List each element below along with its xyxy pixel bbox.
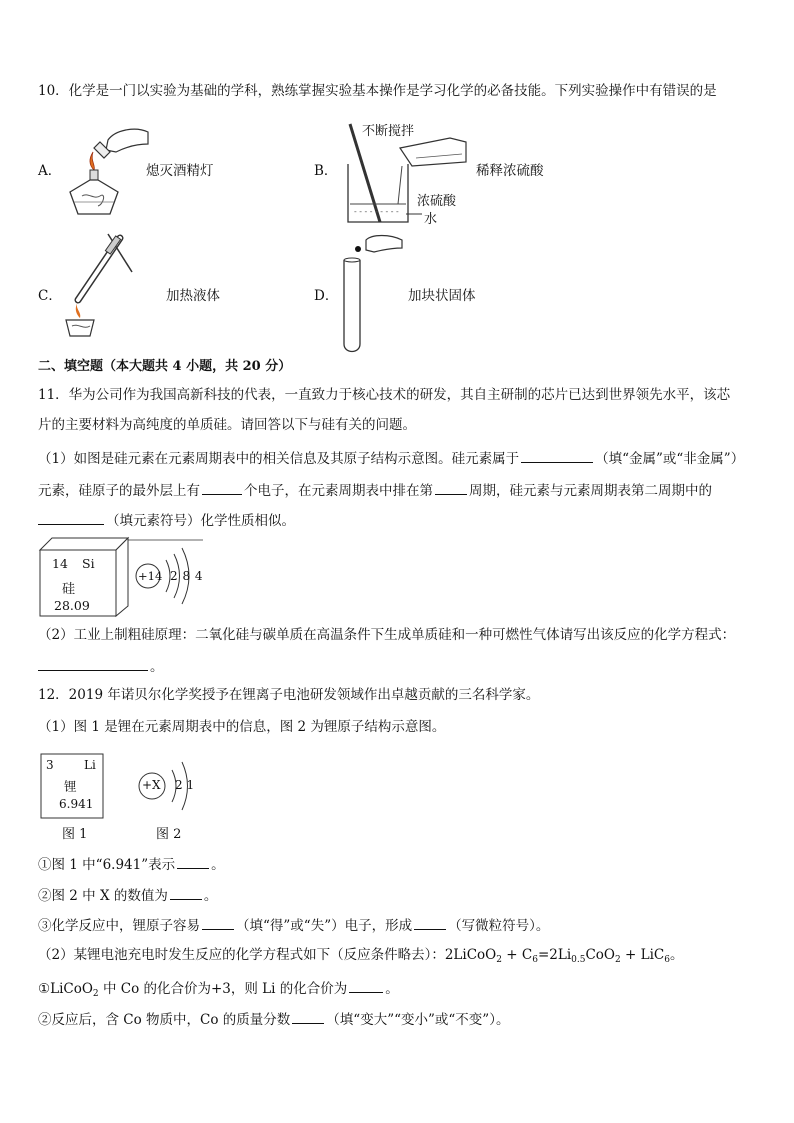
q11-part1-line3 [38,510,295,530]
q12-s3-text-a: ③化学反应中，锂原子容易 [38,918,200,934]
q12-part2-sub1 [38,978,399,1003]
option-d-caption: 加块状固体 [408,288,476,304]
q11-part2-answer [38,656,164,676]
si-name: 硅 [62,582,76,597]
q12-q21-end: 。 [385,981,399,997]
q12-s1-text: ①图 1 中“6.941”表示 [38,857,176,873]
li-symbol: Li [84,758,96,772]
q12-sub2 [38,885,217,905]
option-b-letter: B． [314,163,338,179]
q11-blank-metal-type[interactable] [521,448,593,463]
si-shells: 2 8 4 [170,569,203,583]
q12-q21-text-a: ①LiCoO [38,981,93,997]
option-c-caption: 加热液体 [166,288,220,304]
q12-blank-gain-lose[interactable] [202,915,234,930]
q12-part1: （1）图 1 是锂在元素周期表中的信息，图 2 为锂原子结构示意图。 [38,719,446,735]
option-b-caption: 稀释浓硫酸 [476,163,544,179]
q12-q22-text-a: ②反应后，含 Co 物质中，Co 的质量分数 [38,1012,291,1028]
q11-p1-text-b: （填“金属”或“非金属”） [595,451,745,467]
li-name: 锂 [64,779,77,794]
q11-part1-line2 [38,480,712,500]
q11-p1-text-d: 个电子，在元素周期表中排在第 [244,483,433,499]
option-d-letter: D． [314,288,339,304]
label-conc-acid: 浓硫酸 [417,194,457,209]
q11-p1-text-c: 元素，硅原子的最外层上有 [38,483,200,499]
q12-s1-end: 。 [211,857,225,873]
li-nucleus: +X [142,778,161,792]
q10-stem: 10．化学是一门以实验为基础的学科，熟练掌握实验基本操作是学习化学的必备技能。下列实验操作中有错误的是 [38,83,717,99]
q12-part2 [38,946,683,969]
option-a-caption: 熄灭酒精灯 [146,163,214,179]
q11-blank-electrons[interactable] [202,480,242,495]
q11-p1-text-f: （填元素符号）化学性质相似。 [106,513,295,529]
figure-1-label: 图 1 [62,827,88,842]
q11-p1-text-a: （1）如图是硅元素在元素周期表中的相关信息及其原子结构示意图。硅元素属于 [38,451,520,467]
q11-blank-element-symbol[interactable] [38,510,104,525]
q12-p2-text: （2）某锂电池充电时发生反应的化学方程式如下（反应条件略去）： [38,947,445,963]
q12-blank-li-valence[interactable] [349,978,383,993]
option-c-letter: C． [38,288,62,304]
q11-line2: 片的主要材料为高纯度的单质硅。请回答以下与硅有关的问题。 [38,417,416,433]
q12-blank-ion-symbol[interactable] [414,915,446,930]
q12-s2-end: 。 [203,888,218,904]
q12-q21-text-b: 中 Co 的化合价为+3，则 Li 的化合价为 [98,981,348,997]
q11-part1-line1 [38,448,744,468]
alcohol-lamp-extinguish-figure [60,122,155,222]
heat-liquid-figure [60,228,140,343]
q12-blank-mass-fraction[interactable] [292,1009,324,1024]
label-stir: 不断搅拌 [362,124,415,139]
q12-s3-text-c: （写微粒符号）。 [448,918,550,934]
q12-s3-text-b: （填“得”或“失”）电子，形成 [236,918,413,934]
q11-part2: （2）工业上制粗硅原理：二氧化硅与碳单质在高温条件下生成单质硅和一种可燃性气体请写出该反应的化学方程式： [38,627,736,643]
option-a-letter: A． [38,163,62,179]
q12-s2-text: ②图 2 中 X 的数值为 [38,888,168,904]
figure-2-label: 图 2 [156,827,182,842]
q12-line1: 12．2019 年诺贝尔化学奖授予在锂离子电池研发领域作出卓越贡献的三名科学家。 [38,687,540,703]
si-symbol: Si [82,556,95,571]
li-mass: 6.941 [59,797,94,811]
li-shells: 2 1 [175,778,195,792]
section-title: 二、填空题（本大题共 4 小题，共 20 分） [38,359,292,374]
q12-part2-sub2 [38,1009,509,1029]
li-atomic-number: 3 [46,758,54,772]
svg-text:- - - - - - - - -: - - - - - - - - - [354,207,399,216]
q11-blank-equation[interactable] [38,656,148,671]
add-solid-figure [338,232,408,357]
label-water: 水 [424,212,438,227]
q12-blank-x-value[interactable] [170,885,202,900]
q12-sub1 [38,854,225,874]
q11-p1-text-e: 周期，硅元素与元素周期表第二周期中的 [469,483,712,499]
q12-sub3 [38,915,549,935]
si-atomic-number: 14 [52,556,68,571]
q12-blank-6941[interactable] [177,854,209,869]
q11-p2-end: 。 [150,659,164,675]
q12-q22-text-b: （填“变大”“变小”或“不变”）。 [326,1012,510,1028]
q12-equation: 2LiCoO$_2$ + $C_6=2Li_{0.5}CoO_2 + LiC_6$。 [444,947,684,965]
si-mass: 28.09 [54,598,90,613]
si-nucleus: +14 [138,569,163,583]
q11-line1: 11．华为公司作为我国高新科技的代表，一直致力于核心技术的研发，其自主研制的芯片已达到世界领先水平，该芯 [38,387,731,403]
q12-q21-sub: 2 [92,989,99,999]
q11-blank-period[interactable] [435,480,467,495]
